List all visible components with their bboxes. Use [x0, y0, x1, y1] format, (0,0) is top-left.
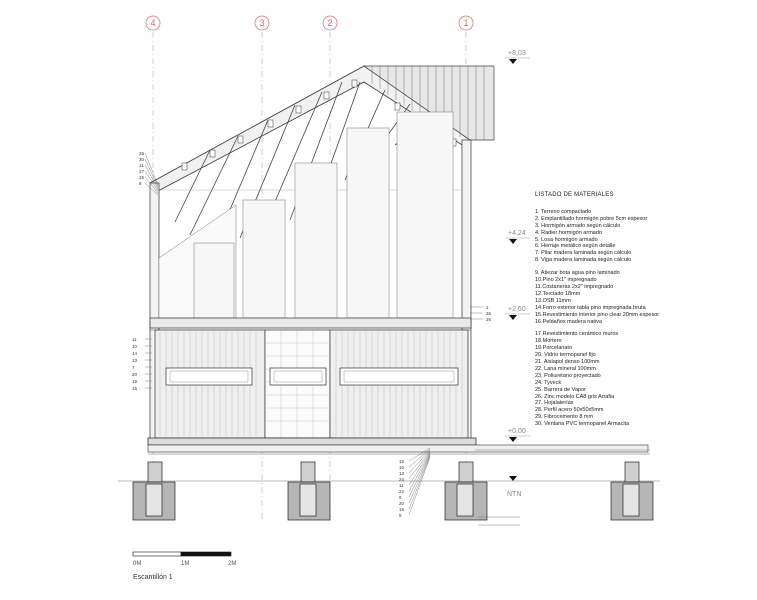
tag-roof-4: 27	[139, 169, 145, 174]
legend-item: 12.Terciado 18mm	[535, 290, 581, 297]
legend-item: 25. Barrera de Vapor	[535, 386, 586, 393]
scale-label-2: 2M	[228, 561, 237, 567]
legend-item: 18.Mortero	[535, 338, 562, 345]
tag-mid-3: 26	[486, 317, 492, 322]
legend-item: 1. Terreno compactado	[535, 208, 592, 215]
materials-legend	[535, 192, 745, 428]
tag-floor-10: 5	[399, 513, 402, 518]
svg-text:+8,03: +8,03	[508, 50, 526, 57]
legend-item: 7. Pilar madera laminada según cálculo	[535, 250, 632, 257]
legend-group-3	[535, 331, 745, 428]
tag-floor-3: 13	[399, 471, 405, 476]
legend-item: 30. Ventana PVC termopanel Armacita	[535, 421, 630, 428]
tag-floor-5: 11	[399, 483, 404, 488]
legend-group-2	[535, 270, 745, 325]
foundations	[133, 462, 653, 520]
tag-wall-3: 14	[132, 351, 138, 356]
legend-item: 28. Perfil acero 50x50x5mm	[535, 407, 604, 414]
level-marker-803	[505, 50, 530, 64]
tag-floor-4: 24	[399, 477, 405, 482]
tag-floor-7: 8	[399, 495, 402, 500]
scale-label-0: 0M	[133, 561, 142, 567]
legend-item: 16.Peldaños madera nativa	[535, 318, 602, 325]
svg-text:+2,60: +2,60	[508, 306, 526, 313]
legend-item: 13.OSB 11mm	[535, 297, 571, 304]
legend-item: 21. Aislapol denso 100mm	[535, 359, 600, 366]
tag-floor-1: 15	[399, 459, 405, 464]
tag-wall-7: 19	[132, 379, 138, 384]
grid-label-1: 1	[463, 18, 469, 28]
level-marker-424	[505, 230, 530, 244]
legend-item: 5. Losa hormigón armado	[535, 236, 598, 243]
legend-item: 22. Lana mineral 100mm	[535, 365, 596, 372]
tag-roof-3: 11	[139, 163, 144, 168]
tag-floor-8: 20	[399, 501, 405, 506]
tag-floor-9: 15	[399, 507, 405, 512]
legend-item: 6. Herraje metálico según detalle	[535, 243, 616, 250]
tag-mid-1: 1	[486, 305, 489, 310]
legend-item: 19.Porcelanato	[535, 345, 572, 352]
floor-slab	[148, 438, 650, 454]
legend-item: 14.Forro exterior tabla pino impregnada bruta	[535, 304, 646, 311]
level-marker-ntn	[507, 476, 521, 498]
legend-item: 15.Revestimiento interior pino clear 20mm espesor	[535, 311, 660, 318]
drawing-caption: Escantillón 1	[133, 574, 173, 581]
svg-text:+0,00: +0,00	[508, 428, 526, 435]
tag-wall-4: 13	[132, 358, 138, 363]
level-marker-000	[505, 428, 530, 442]
tag-roof-6: 8	[139, 181, 142, 186]
grid-label-4: 4	[150, 18, 156, 28]
legend-item: 24. Tyveck	[535, 379, 562, 386]
svg-text:+4,24: +4,24	[508, 230, 526, 237]
tag-roof-1: 26	[139, 151, 145, 156]
legend-group-1	[535, 209, 745, 264]
legend-item: 17.Revestimiento cerámico muros	[535, 331, 619, 338]
svg-text:NTN: NTN	[507, 491, 522, 498]
legend-item: 26. Zinc modelo CA8 gris Arrafia	[535, 393, 615, 400]
legend-item: 3. Hormigón armado según cálculo	[535, 222, 621, 229]
tag-wall-1: 11	[132, 337, 137, 342]
tag-mid-2: 26	[486, 311, 492, 316]
tag-wall-6: 20	[132, 372, 138, 377]
legend-item: 11.Costaneras 2x2" impregnado	[535, 283, 614, 290]
scale-label-1: 1M	[181, 561, 190, 567]
grid-label-2: 2	[327, 18, 333, 28]
tag-wall-2: 10	[132, 344, 138, 349]
tag-floor-6: 22	[399, 489, 405, 494]
legend-item: 23. Poliuretano proyectado	[535, 372, 601, 379]
legend-item: 10.Pino 2x1" impregnado	[535, 277, 597, 284]
tag-wall-8: 15	[132, 386, 138, 391]
legend-title: LISTADO DE MATERIALES	[535, 192, 614, 198]
grid-bubbles	[146, 16, 473, 30]
legend-item: 27. Hojalaterías	[535, 400, 574, 407]
legend-item: 4. Radier hormigón armado	[535, 229, 602, 236]
legend-item: 9. Atiezar bota agua pino laminado	[535, 270, 620, 277]
grid-label-3: 3	[259, 18, 265, 28]
scale-bar	[133, 552, 236, 567]
legend-item: 8. Viga madera laminada según cálculo	[535, 257, 632, 264]
legend-item: 20. Vidrio termopanel fijo	[535, 352, 596, 359]
tag-wall-5: 7	[132, 365, 135, 370]
legend-item: 2. Emplantillado hormigón pobre 5cm espesor	[535, 215, 648, 222]
lower-panels	[155, 330, 468, 438]
tag-roof-5: 15	[139, 175, 145, 180]
legend-item: 29. Fibrocemento 8 mm	[535, 414, 594, 421]
level-marker-260	[505, 306, 530, 320]
tag-roof-2: 30	[139, 157, 145, 162]
tag-floor-2: 10	[399, 465, 405, 470]
